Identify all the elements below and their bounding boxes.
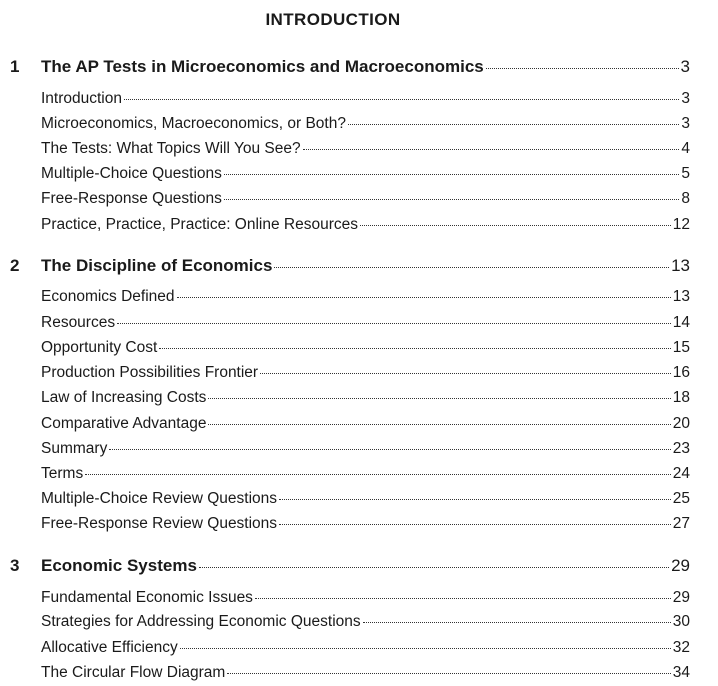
entry-title: Summary bbox=[41, 440, 108, 457]
toc-entry[interactable] bbox=[41, 389, 690, 407]
dot-leader bbox=[124, 99, 679, 100]
dot-leader bbox=[255, 598, 671, 599]
toc-entry[interactable] bbox=[41, 216, 690, 234]
entry-title: Economics Defined bbox=[41, 288, 175, 305]
entry-title: Production Possibilities Frontier bbox=[41, 364, 259, 381]
toc-entry[interactable] bbox=[41, 140, 690, 158]
dot-leader bbox=[85, 474, 671, 475]
page-number: 3 bbox=[680, 57, 690, 76]
dot-leader bbox=[117, 323, 671, 324]
entry-title: Resources bbox=[41, 314, 116, 331]
page-number: 29 bbox=[672, 589, 690, 606]
chapter-heading-3[interactable] bbox=[10, 556, 690, 576]
dot-leader bbox=[279, 524, 671, 525]
page-number: 15 bbox=[672, 339, 690, 356]
entry-title: Introduction bbox=[41, 90, 122, 107]
chapter-number: 1 bbox=[10, 57, 20, 76]
toc-entry[interactable] bbox=[41, 613, 690, 631]
dot-leader bbox=[208, 424, 670, 425]
dot-leader bbox=[224, 174, 679, 175]
page-number: 27 bbox=[672, 515, 690, 532]
dot-leader bbox=[303, 149, 680, 150]
page-number: 16 bbox=[672, 364, 690, 381]
toc-entry[interactable] bbox=[41, 664, 690, 682]
entry-title: Free-Response Review Questions bbox=[41, 515, 278, 532]
chapter-title: The AP Tests in Microeconomics and Macroeconomics bbox=[41, 57, 484, 76]
dot-leader bbox=[109, 449, 670, 450]
page-number: 20 bbox=[672, 415, 690, 432]
entry-title: Terms bbox=[41, 465, 84, 482]
entry-title: Law of Increasing Costs bbox=[41, 389, 207, 406]
toc-entry[interactable] bbox=[41, 639, 690, 657]
toc-entry[interactable] bbox=[41, 465, 690, 483]
page-number: 5 bbox=[681, 165, 690, 182]
dot-leader bbox=[224, 199, 679, 200]
page-number: 30 bbox=[672, 613, 690, 630]
page-number: 8 bbox=[681, 190, 690, 207]
page-number: 18 bbox=[672, 389, 690, 406]
entry-title: Free-Response Questions bbox=[41, 190, 222, 207]
page-number: 34 bbox=[672, 664, 690, 681]
page-number: 12 bbox=[672, 216, 690, 233]
chapter-number: 3 bbox=[10, 556, 20, 575]
entry-title: Microeconomics, Macroeconomics, or Both? bbox=[41, 115, 346, 132]
dot-leader bbox=[208, 398, 670, 399]
page-number: 32 bbox=[672, 639, 690, 656]
toc-entry[interactable] bbox=[41, 165, 690, 183]
toc-entry[interactable] bbox=[41, 288, 690, 306]
entry-title: Strategies for Addressing Economic Questions bbox=[41, 613, 361, 630]
dot-leader bbox=[363, 622, 671, 623]
toc-entry[interactable] bbox=[41, 415, 690, 433]
page-number: 29 bbox=[671, 556, 690, 575]
page-title: INTRODUCTION bbox=[265, 10, 401, 29]
dot-leader bbox=[177, 297, 671, 298]
toc-entry[interactable] bbox=[41, 364, 690, 382]
dot-leader bbox=[486, 68, 679, 69]
dot-leader bbox=[199, 567, 669, 568]
dot-leader bbox=[348, 124, 679, 125]
toc-entry[interactable] bbox=[41, 589, 690, 607]
dot-leader bbox=[260, 373, 671, 374]
toc-entry[interactable] bbox=[41, 339, 690, 357]
dot-leader bbox=[360, 225, 671, 226]
entry-title: The Circular Flow Diagram bbox=[41, 664, 226, 681]
entry-title: Fundamental Economic Issues bbox=[41, 589, 253, 606]
entry-title: Comparative Advantage bbox=[41, 415, 207, 432]
dot-leader bbox=[180, 648, 671, 649]
toc-entry[interactable] bbox=[41, 440, 690, 458]
toc-entry[interactable] bbox=[41, 90, 690, 108]
page-number: 13 bbox=[672, 288, 690, 305]
entry-title: Multiple-Choice Questions bbox=[41, 165, 222, 182]
chapter-title: Economic Systems bbox=[41, 556, 197, 575]
entry-title: Practice, Practice, Practice: Online Resources bbox=[41, 216, 359, 233]
dot-leader bbox=[274, 267, 669, 268]
dot-leader bbox=[279, 499, 671, 500]
page-number: 4 bbox=[681, 140, 690, 157]
entry-title: Allocative Efficiency bbox=[41, 639, 178, 656]
toc-entry[interactable] bbox=[41, 490, 690, 508]
chapter-title: The Discipline of Economics bbox=[41, 256, 273, 275]
chapter-heading-1[interactable] bbox=[10, 57, 690, 77]
page-number: 3 bbox=[681, 90, 690, 107]
page-number: 14 bbox=[672, 314, 690, 331]
page-number: 25 bbox=[672, 490, 690, 507]
page-number: 24 bbox=[672, 465, 690, 482]
dot-leader bbox=[227, 673, 670, 674]
entry-title: The Tests: What Topics Will You See? bbox=[41, 140, 301, 157]
page-number: 13 bbox=[671, 256, 690, 275]
chapter-heading-2[interactable] bbox=[10, 256, 690, 276]
page-number: 23 bbox=[672, 440, 690, 457]
toc-entry[interactable] bbox=[41, 314, 690, 332]
toc-entry[interactable] bbox=[41, 115, 690, 133]
page-number: 3 bbox=[681, 115, 690, 132]
toc-entry[interactable] bbox=[41, 190, 690, 208]
entry-title: Opportunity Cost bbox=[41, 339, 158, 356]
entry-title: Multiple-Choice Review Questions bbox=[41, 490, 278, 507]
chapter-number: 2 bbox=[10, 256, 20, 275]
toc-entry[interactable] bbox=[41, 515, 690, 533]
dot-leader bbox=[159, 348, 670, 349]
